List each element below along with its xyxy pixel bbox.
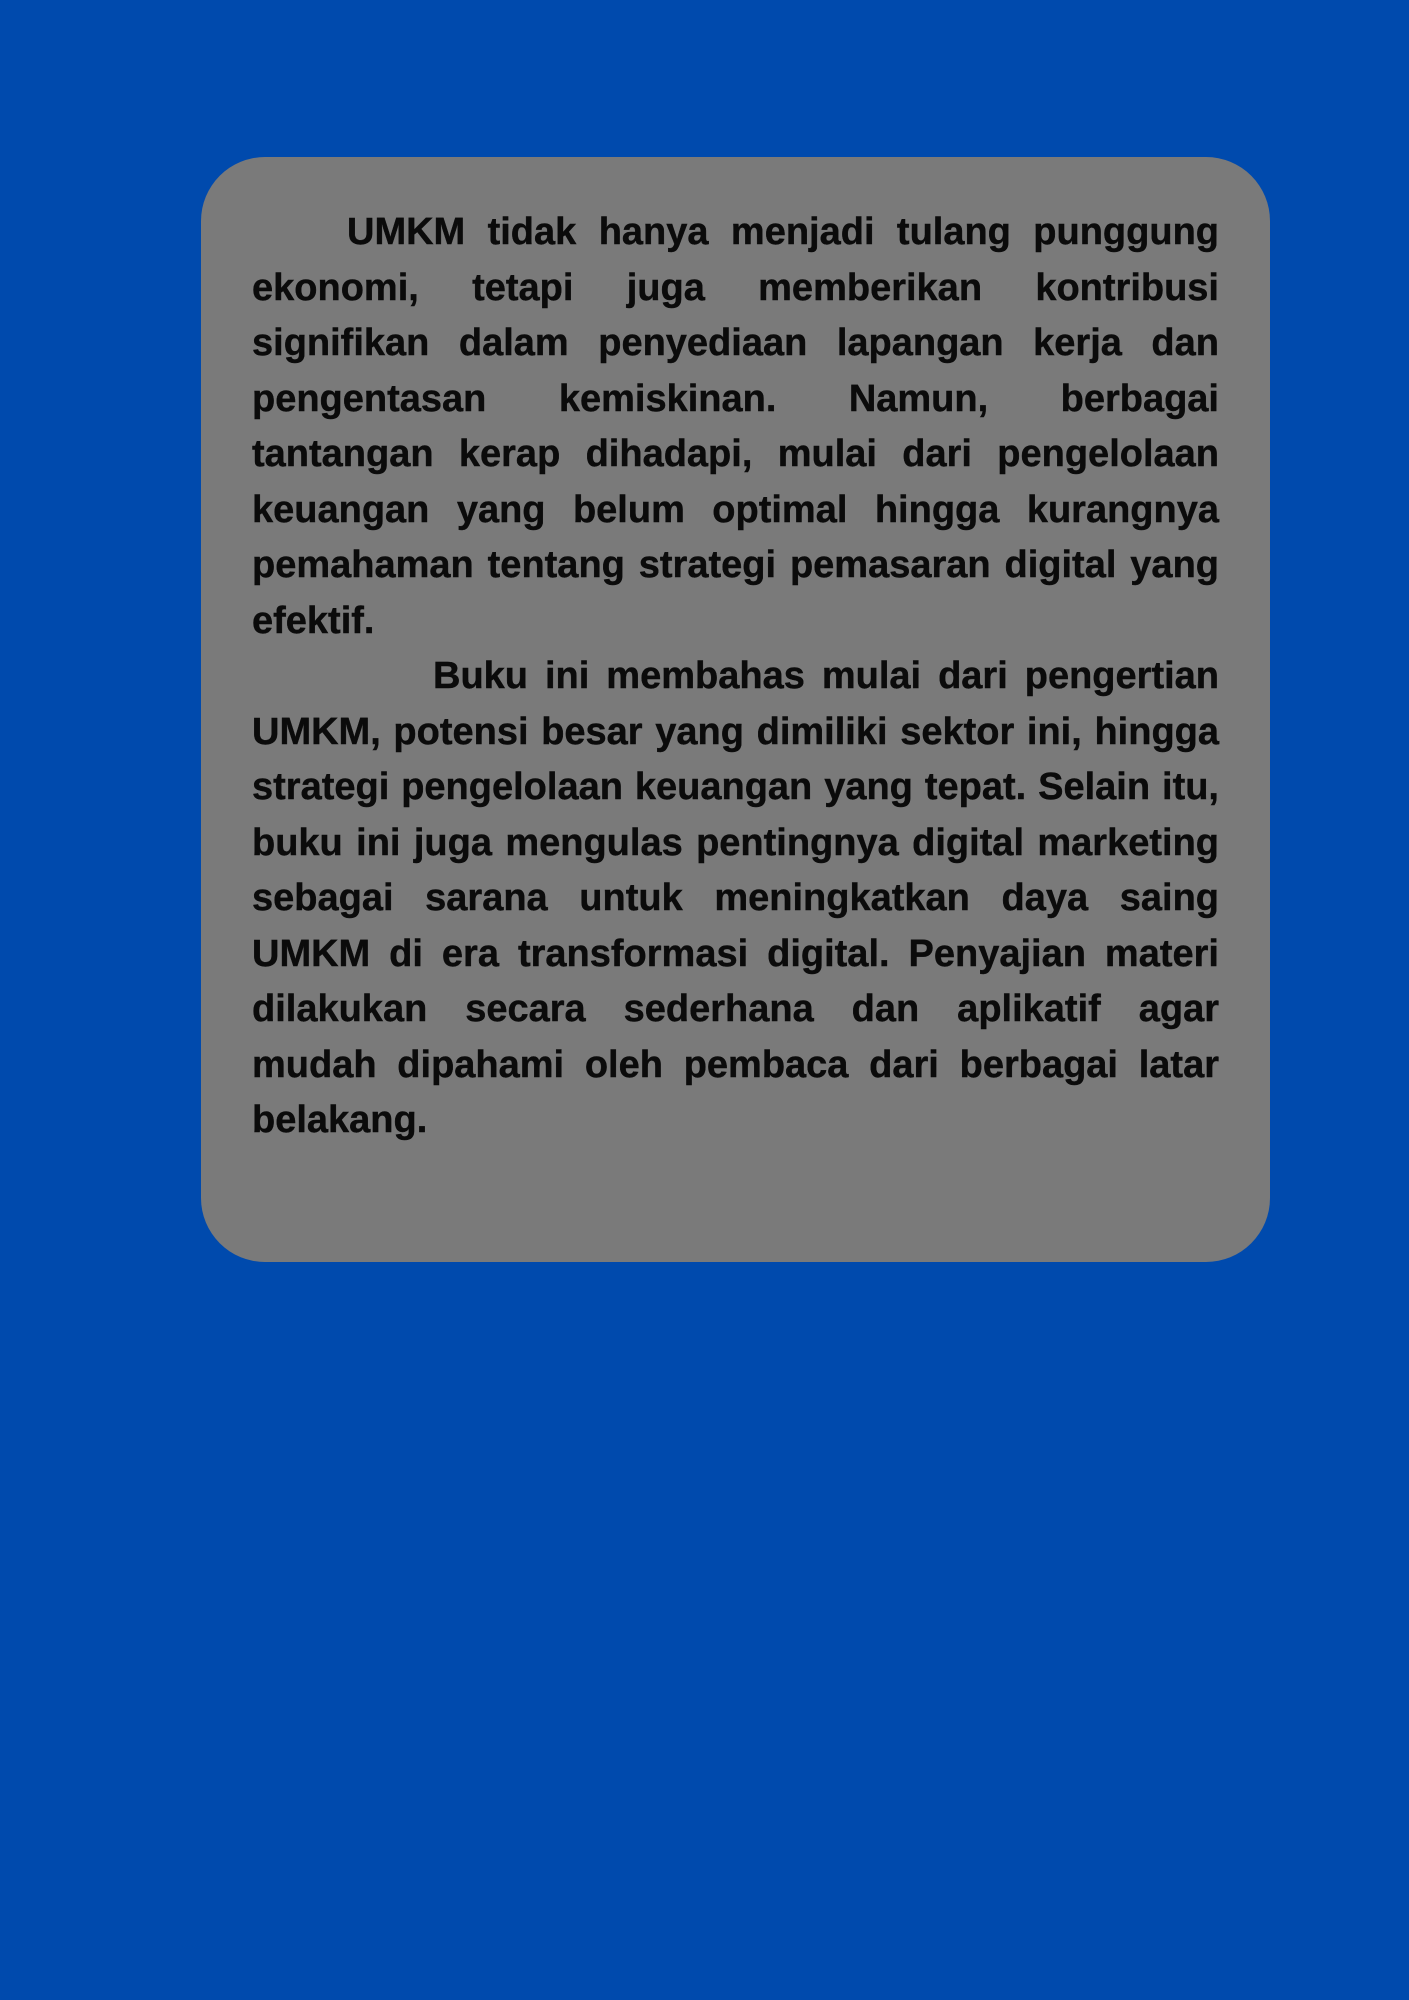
synopsis-paragraph-1: UMKM tidak hanya menjadi tulang punggung ekonomi, tetapi juga memberikan kontribusi signifikan dalam penyediaan lapangan kerja dan pengentasan kemiskinan. Namun, berbagai tantangan kerap dihadapi, mulai dari pengelolaan keuangan yang belum optimal hingga kurangnya pemahaman tentang strategi pemasaran digital yang efektif. — [252, 211, 1219, 642]
synopsis-paragraph-2: Buku ini membahas mulai dari pengertian UMKM, potensi besar yang dimiliki sektor ini, hingga strategi pengelolaan keuangan yang tepat. Selain itu, buku ini juga mengulas pentingnya digital marketing sebagai sarana untuk meningkatkan daya saing UMKM di era transformasi digital. Penyajian materi dilakukan secara sederhana dan aplikatif agar mudah dipahami oleh pembaca dari berbagai latar belakang. — [252, 655, 1219, 1141]
synopsis-card — [201, 157, 1270, 1262]
